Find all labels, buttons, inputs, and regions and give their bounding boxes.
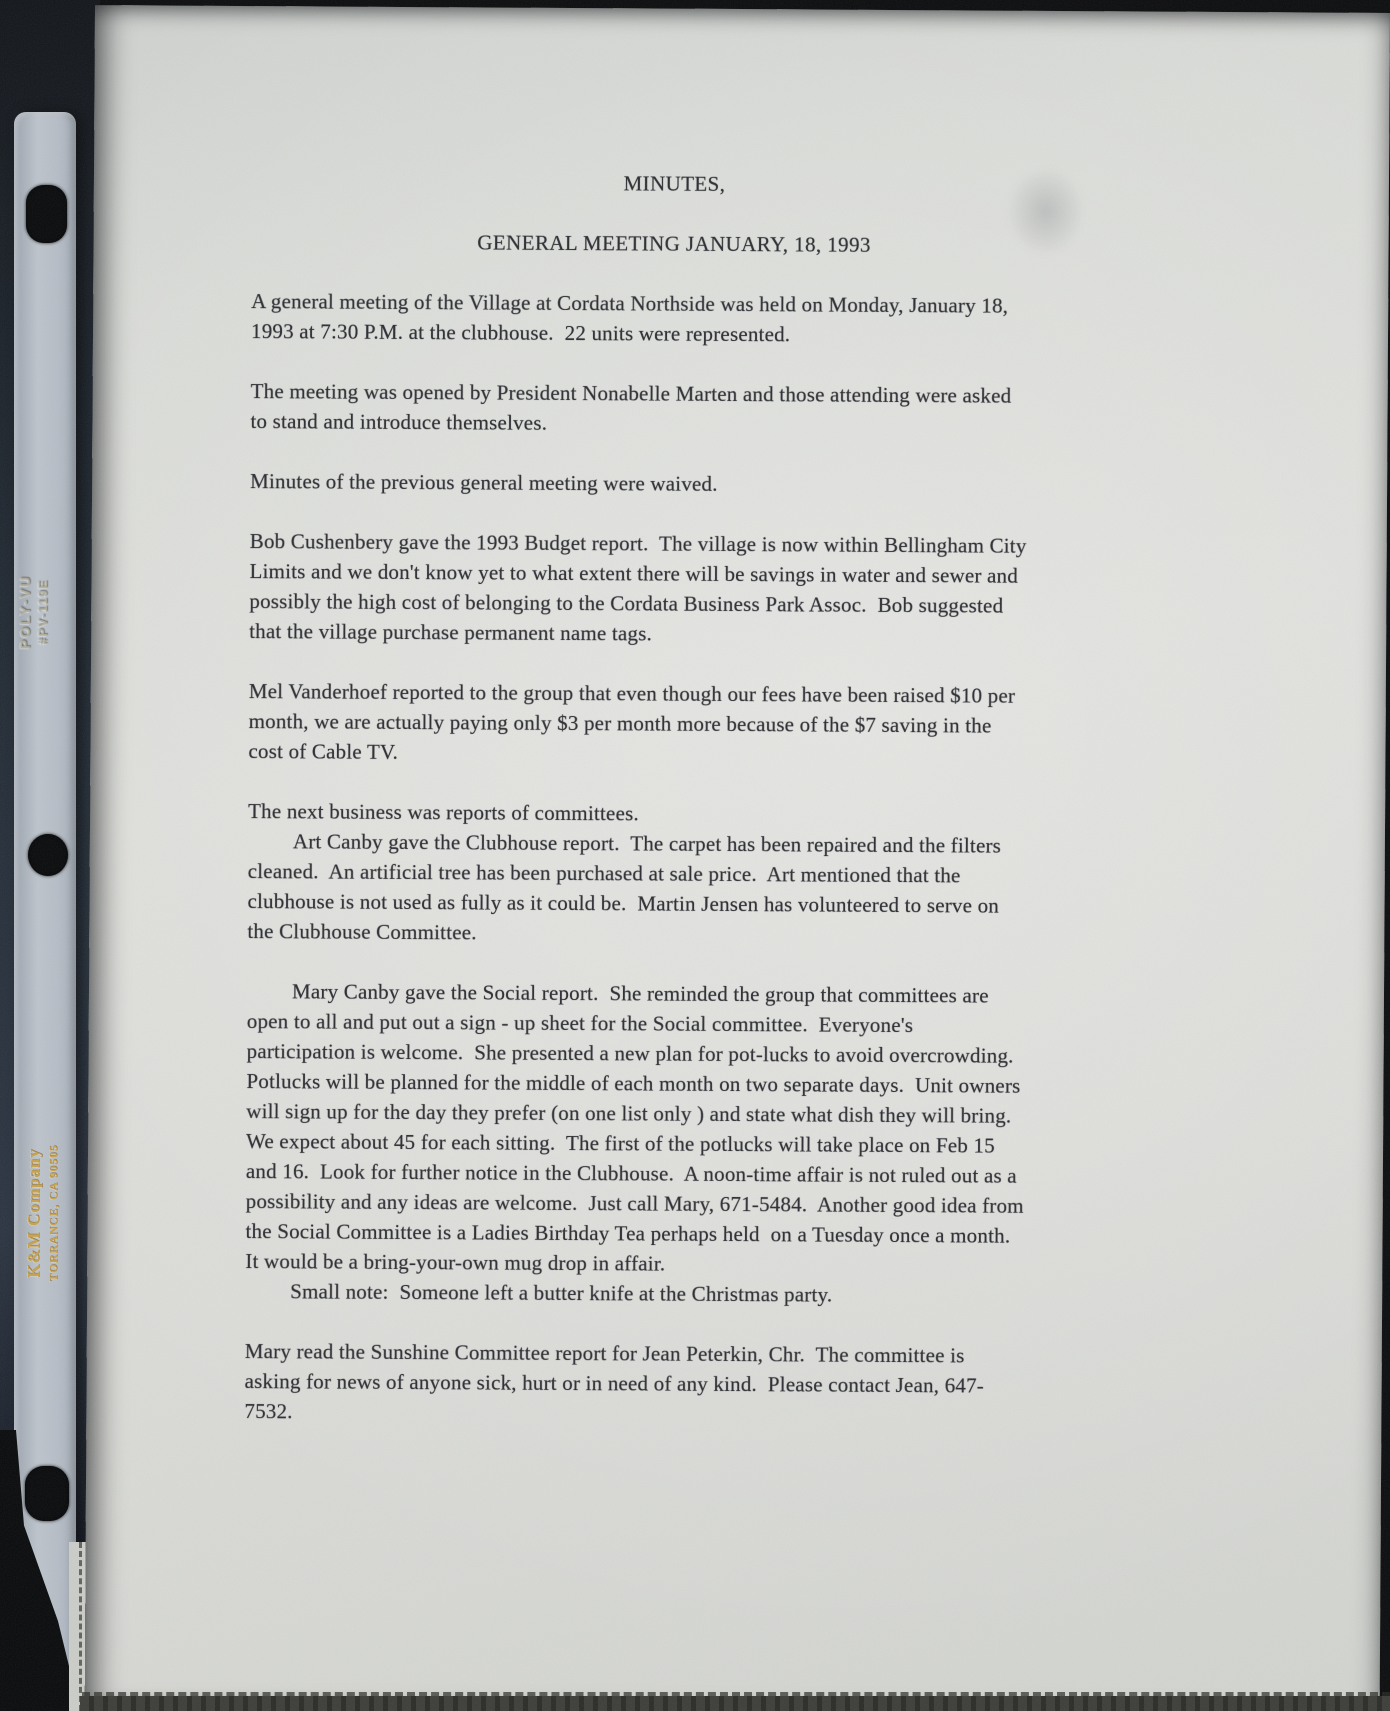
punch-hole-bottom xyxy=(25,1466,69,1521)
doc-subtitle: GENERAL MEETING JANUARY, 18, 1993 xyxy=(477,230,871,257)
sleeve-model-number: #PV-119E xyxy=(35,579,50,645)
paragraph-text-clubhouse-report: Art Canby gave the Clubhouse report. The carpet has been repaired and the filters cleaned. An artificial tree has been purchased at sale price. Art mentioned that the clubhouse is not used as fully as it could be. Martin Jensen has volunteered to serve on the Clubhouse Committee. xyxy=(247,829,1002,945)
punch-hole-top xyxy=(26,185,67,243)
paragraph-text: Mary Canby gave the Social report. She reminded the group that committees are open to all and put out a sign - up sheet for the Social committee. Everyone's participation is welcome. She presented a new plan for pot-lucks to avoid overcrowding. Potlucks will be planned for the middle of each month on two separate days. Unit owners will sign up for the day they prefer (on one list only ) and state what dish they will bring. We expect about 45 for each sitting. The first of the potlucks will take place on Feb 15 and 16. Look for further notice in the Clubhouse. A noon-time affair is not ruled out as a possibility and any ideas are welcome. Just call Mary, 671-5484. Another good idea from the Social Committee is a Ladies Birthday Tea perhaps held on a Tuesday once a month. It would be a bring-your-own mug drop in affair. xyxy=(245,979,1024,1276)
sleeve-maker-city: TORRANCE, CA 90505 xyxy=(48,1144,60,1282)
paragraph-budget-report xyxy=(249,526,1095,651)
meeting-minutes-document xyxy=(244,166,1097,1461)
paragraph-text: Mary read the Sunshine Committee report for Jean Peterkin, Chr. The committee is asking for news of anyone sick, hurt or in need of any kind. Please contact Jean, 647- 7532. xyxy=(244,1339,985,1424)
paragraph-meeting-opened xyxy=(250,376,1095,441)
paragraph-committee-reports xyxy=(247,796,1093,951)
sleeve-maker-name: K&M Company xyxy=(24,1148,43,1278)
punch-hole-middle xyxy=(28,834,68,876)
paragraph-text: Mel Vanderhoef reported to the group that even though our fees have been raised $10 per month, we are actually paying only $3 per month more because of the $7 saving in the cost of Cable TV. xyxy=(248,679,1016,764)
doc-title: MINUTES, xyxy=(623,171,726,196)
paragraph-minutes-waived xyxy=(250,466,1095,501)
paragraph-text: The meeting was opened by President Nonabelle Marten and those attending were asked to stand and introduce themselves. xyxy=(250,379,1012,435)
document-page xyxy=(85,5,1390,1711)
sleeve-seam-vertical-stitching xyxy=(79,1542,82,1711)
sheet-protector-binding-strip xyxy=(14,112,76,1711)
sleeve-seam-bottom-band xyxy=(80,1696,1390,1711)
paragraph-fees-report xyxy=(248,676,1094,771)
sleeve-brand-name: POLY-VU xyxy=(16,574,33,650)
paragraph-text: The next business was reports of committees. xyxy=(248,799,639,826)
paragraph-sunshine-report xyxy=(244,1336,1090,1431)
paragraph-social-report xyxy=(245,976,1092,1311)
paragraph-text: A general meeting of the Village at Cordata Northside was held on Monday, January 18, 1993 at 7:30 P.M. at the clubhouse. 22 units were represented. xyxy=(250,289,1009,347)
paragraph-text: Minutes of the previous general meeting were waived. xyxy=(250,469,718,496)
paragraph-text: Bob Cushenbery gave the 1993 Budget report. The village is now within Bellingham City Limits and we don't know yet to what extent there will be savings in water and sewer and possibly the high cost of belonging to the Cordata Business Park Assoc. Bob suggested that the village purchase permanent name tags. xyxy=(249,529,1027,646)
paragraph-text-small-note: Small note: Someone left a butter knife at the Christmas party. xyxy=(290,1279,833,1307)
paragraph-opening xyxy=(251,286,1096,351)
